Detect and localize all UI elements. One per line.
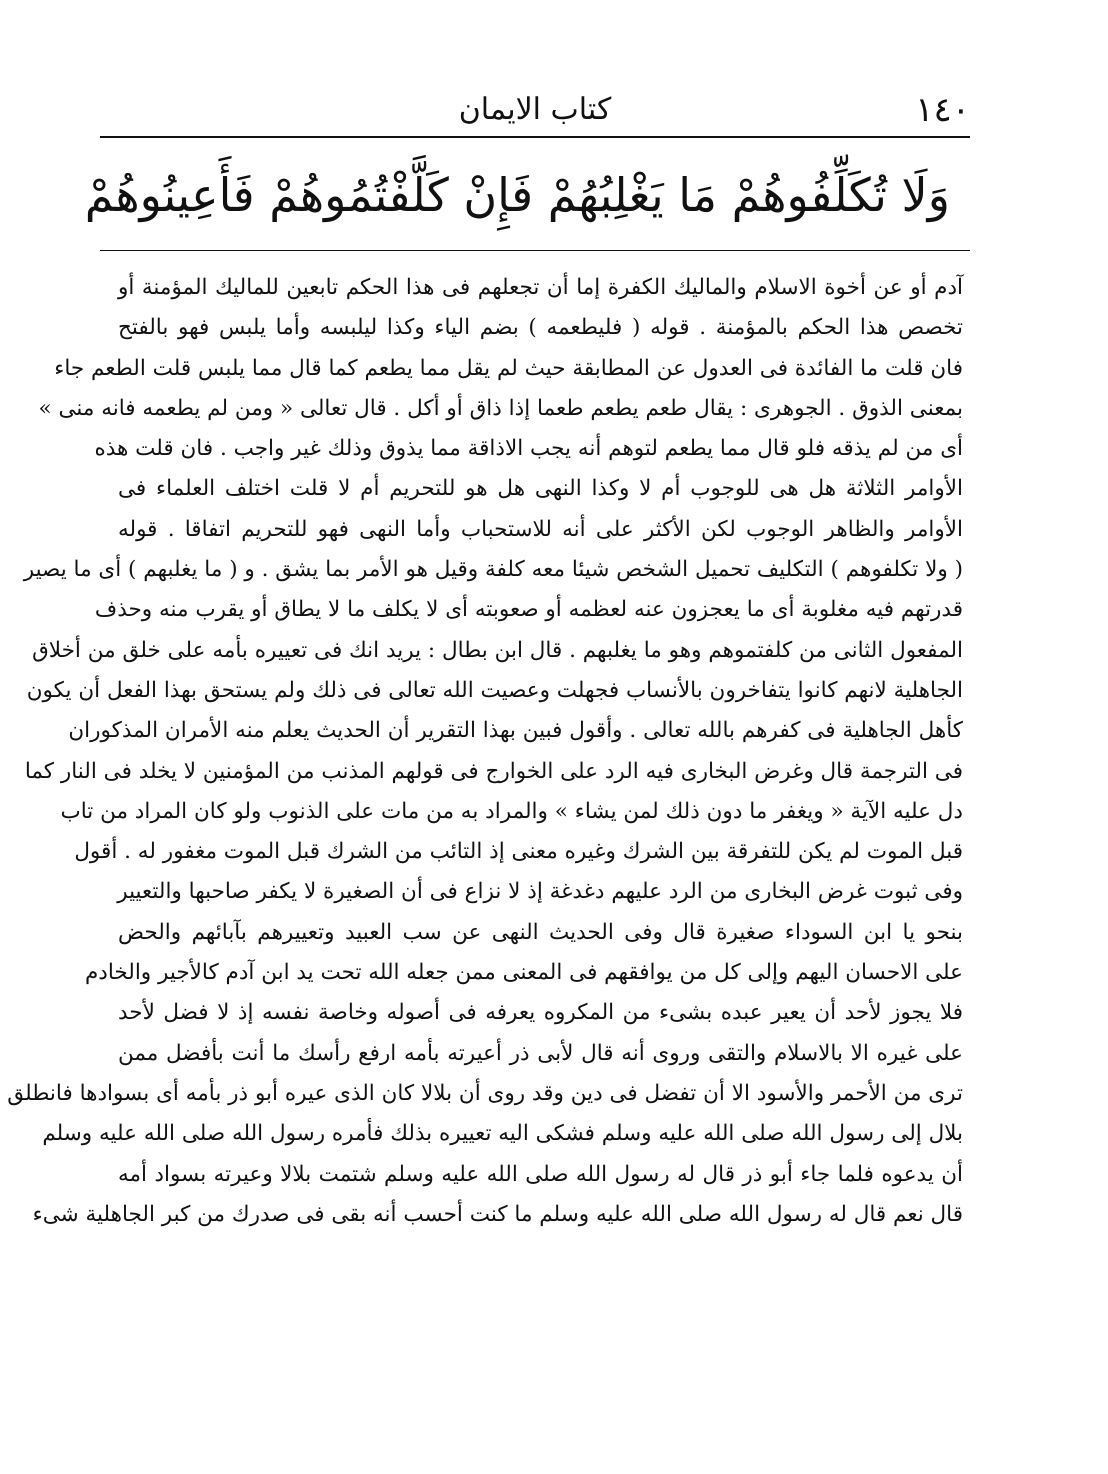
text-line: دل عليه الآية « ويغفر ما دون ذلك لمن يشاء » والمراد به من مات على الذنوب ولو كان المراد من تاب	[60, 798, 963, 824]
text-line: على الاحسان اليهم وإلى كل من يوافقهم فى المعنى ممن جعله الله تحت يد ابن آدم كالأجير والخادم	[84, 960, 963, 986]
book-title: كتاب الايمان	[458, 92, 612, 127]
commentary-text	[7, 268, 963, 1235]
text-line: فلا يجوز لأحد أن يعير عبده بشىء من المكروه يعرفه فى أصوله وخاصة نفسه إذ لا فضل لأحد	[118, 1000, 963, 1026]
text-line: تخصص هذا الحكم بالمؤمنة . قوله ( فليطعمه ) بضم الياء وكذا ليلبسه وأما يلبس فهو بالفتح	[118, 315, 963, 341]
text-line: الجاهلية لانهم كانوا يتفاخرون بالأنساب فجهلت وعصيت الله تعالى فى ذلك ولم يستحق بهذا الفعل أن يكون	[26, 677, 963, 703]
text-line: آدم أو عن أخوة الاسلام والماليك الكفرة إما أن تجعلهم فى هذا الحكم تابعين للماليك المؤمنة أو	[118, 275, 963, 300]
text-line: بنحو يا ابن السوداء صغيرة قال وفى الحديث النهى عن سب العبيد وتعييرهم بآبائهم والحض	[118, 919, 963, 945]
text-line: ترى من الأحمر والأسود الا أن تفضل فى دين وقد روى أن بلالا كان الذى عيره أبو ذر بأمه أى بسوادها فانطلق	[7, 1080, 963, 1106]
text-line: الأوامر الثلاثة هل هى للوجوب أم لا وكذا النهى هل هو للتحريم أم لا قلت اختلف العلماء فى	[118, 476, 963, 502]
page-number: ١٤٠	[915, 90, 970, 130]
text-line: قال نعم قال له رسول الله صلى الله عليه وسلم ما كنت أحسب أنه بقى فى صدرك من كبر الجاهلية شىء	[32, 1201, 963, 1227]
text-line: قبل الموت لم يكن للتفرقة بين الشرك وغيره معنى إذ التائب من الشرك قبل الموت مغفور له . أقول	[74, 839, 963, 865]
text-line: وفى ثبوت غرض البخارى من الرد عليهم دغدغة إذ لا نزاع فى أن الصغيرة لا يكفر صاحبها والتعيير	[117, 879, 963, 905]
text-line: أى من لم يذقه فلو قال مما يطعم لتوهم أنه يجب الاذاقة مما يذوق وذلك غير واجب . فان قلت هذه	[94, 436, 963, 462]
text-line: الأوامر والظاهر الوجوب لكن الأكثر على أنه للاستحباب وأما النهى فهو للتحريم اتفاقا . قوله	[118, 516, 963, 542]
text-line: فى الترجمة قال وغرض البخارى فيه الرد على الخوارج فى قولهم المذنب من المؤمنين لا يخلد فى النار كما	[24, 758, 963, 784]
text-line: ( ولا تكلفوهم ) التكليف تحميل الشخص شيئا معه كلفة وقيل هو الأمر بما يشق . و ( ما يغلبهم ) أى ما يصير	[23, 557, 963, 583]
text-line: كأهل الجاهلية فى كفرهم بالله تعالى . وأقول فبين بهذا التقرير أن الحديث يعلم منه الأمران المذكوران	[68, 718, 963, 744]
text-line: أن يدعوه فلما جاء أبو ذر قال له رسول الله صلى الله عليه وسلم شتمت بلالا وعيرته بسواد أمه	[118, 1161, 963, 1187]
text-line: قدرتهم فيه مغلوبة أى ما يعجزون عنه لعظمه أو صعوبته أى لا يكلف ما لا يطاق أو يقرب منه وحذف	[94, 597, 963, 623]
text-line: بمعنى الذوق . الجوهرى : يقال طعم يطعم طعما إذا ذاق أو أكل . قال تعالى « ومن لم يطعمه فانه منى »	[38, 395, 963, 421]
text-line: فان قلت ما الفائدة فى العدول عن المطابقة حيث لم يقل مما يطعم كما قال مما يلبس قلت الطعم جاء	[54, 355, 963, 381]
body-divider	[100, 250, 970, 251]
hadith-text: وَلَا تُكَلِّفُوهُمْ مَا يَغْلِبُهُمْ فَإِنْ كَلَّفْتُمُوهُمْ فَأَعِينُوهُمْ	[84, 168, 950, 222]
text-line: على غيره الا بالاسلام والتقى وروى أنه قال لأبى ذر أعيرته بأمه ارفع رأسك ما أنت بأفضل ممن	[118, 1040, 963, 1066]
text-line: المفعول الثانى من كلفتموهم وهو ما يغلبهم . قال ابن بطال : يريد انك فى تعييره بأمه على خلق من أخلاق	[32, 637, 963, 663]
text-line: بلال إلى رسول الله صلى الله عليه وسلم فشكى اليه تعييره بذلك فأمره رسول الله صلى الله عليه وسلم	[42, 1121, 963, 1147]
page-header	[100, 84, 970, 136]
header-divider	[100, 136, 970, 138]
